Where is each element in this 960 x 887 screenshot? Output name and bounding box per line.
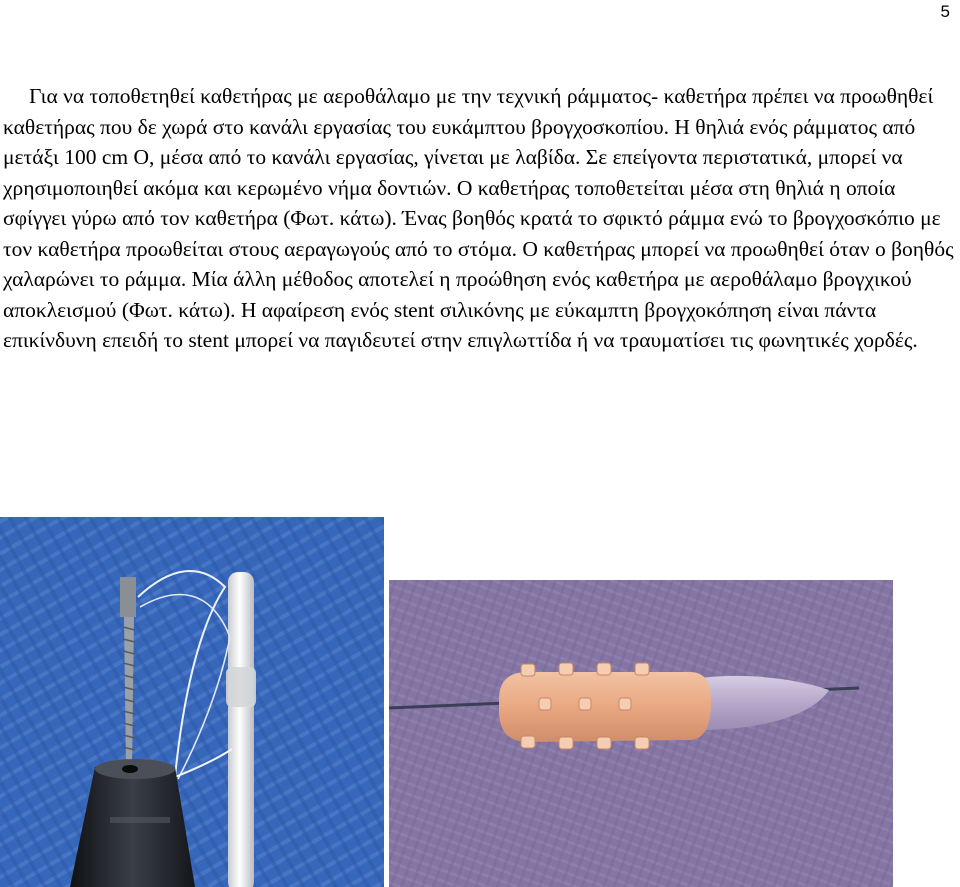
- stent-balloon-catheter-photo: [389, 580, 893, 887]
- body-paragraph: Για να τοποθετηθεί καθετήρας με αεροθάλαμο με την τεχνική ράμματος- καθετήρα πρέπει να προωθηθεί καθετήρας που δε χωρά στο κανάλι εργασίας του ευκάμπτου βρογχοσκοπίου. Η θηλιά ενός ράμματος από μετάξι 100 cm O, μέσα από το κανάλι εργασίας, γίνεται με λαβίδα. Σε επείγοντα περιστατικά, μπορεί να χρησιμοποιηθεί ακόμα και κερωμένο νήμα δοντιών. Ο καθετήρας τοποθετείται μέσα στη θηλιά η οποία σφίγγει γύρω από τον καθετήρα (Φωτ. κάτω). Ένας βοηθός κρατά το σφικτό ράμμα ενώ το βρογχοσκόπιο με τον καθετήρα προωθείται στους αεραγωγούς από το στόμα. Ο καθετήρας μπορεί να προωθηθεί όταν ο βοηθός χαλαρώνει το ράμμα. Μία άλλη μέθοδος αποτελεί η προώθηση ενός καθετήρα με αεροθάλαμο βρογχικού αποκλεισμού (Φωτ. κάτω). Η αφαίρεση ενός stent σιλικόνης με εύκαμπτη βρογχοκόπηση είναι πάντα επικίνδυνη επειδή το stent μπορεί να παγιδευτεί στην επιγλωττίδα ή να τραυματίσει τις φωνητικές χορδές.: [3, 84, 954, 352]
- page-number: 5: [940, 2, 950, 21]
- bronchoscope-suture-photo: [0, 517, 384, 887]
